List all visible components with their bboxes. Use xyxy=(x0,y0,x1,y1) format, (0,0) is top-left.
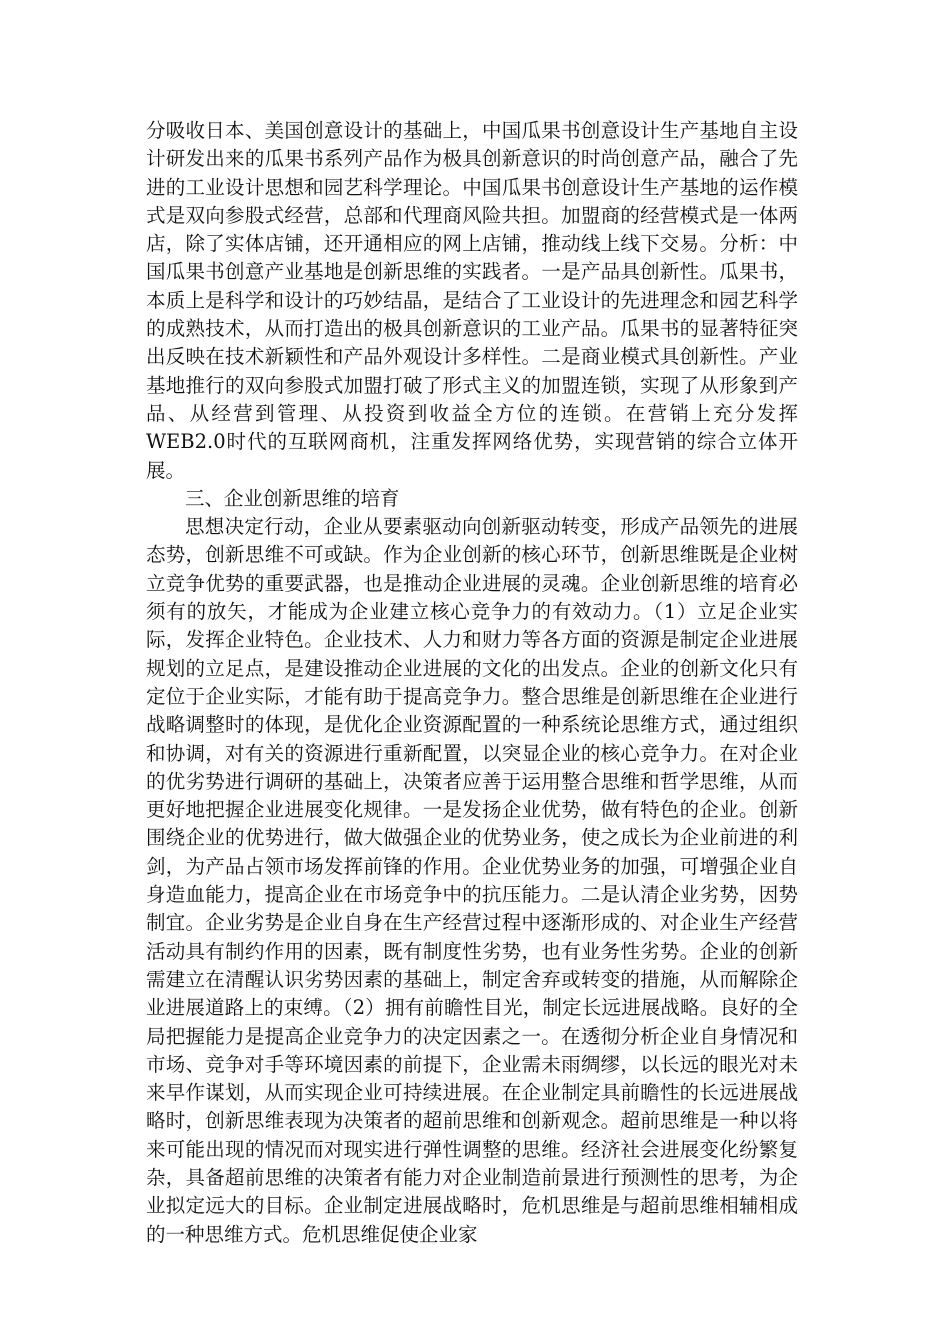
section-heading: 三、企业创新思维的培育 xyxy=(185,486,400,510)
body-paragraph: 分吸收日本、美国创意设计的基础上，中国瓜果书创意设计生产基地自主设计研发出来的瓜果书系列产品作为极具创新意识的时尚创意产品，融合了先进的工业设计思想和园艺科学理论。中国瓜果书创意设计生产基地的运作模式是双向参股式经营，总部和代理商风险共担。加盟商的经营模式是一体两店，除了实体店铺，还开通相应的网上店铺，推动线上线下交易。分析：中国瓜果书创意产业基地是创新思维的实践者。一是产品具创新性。瓜果书，本质上是科学和设计的巧妙结晶，是结合了工业设计的先进理念和园艺科学的成熟技术，从而打造出的极具创新意识的工业产品。瓜果书的显著特征突出反映在技术新颖性和产品外观设计多样性。二是商业模式具创新性。产业基地推行的双向参股式加盟打破了形式主义的加盟连锁，实现了从形象到产品、从经营到管理、从投资到收益全方位的连锁。在营销上充分发挥WEB2.0时代的互联网商机，注重发挥网络优势，实现营销的综合立体开展。 xyxy=(146,119,798,482)
body-paragraph: 思想决定行动，企业从要素驱动向创新驱动转变，形成产品领先的进展态势，创新思维不可或缺。作为企业创新的核心环节，创新思维既是企业树立竞争优势的重要武器，也是推动企业进展的灵魂。企业创新思维的培育必须有的放矢，才能成为企业建立核心竞争力的有效动力。（1）立足企业实际，发挥企业特色。企业技术、人力和财力等各方面的资源是制定企业进展规划的立足点，是建设推动企业进展的文化的出发点。企业的创新文化只有定位于企业实际，才能有助于提高竞争力。整合思维是创新思维在企业进行战略调整时的体现，是优化企业资源配置的一种系统论思维方式，通过组织和协调，对有关的资源进行重新配置，以突显企业的核心竞争力。在对企业的优劣势进行调研的基础上，决策者应善于运用整合思维和哲学思维，从而更好地把握企业进展变化规律。一是发扬企业优势，做有特色的企业。创新围绕企业的优势进行，做大做强企业的优势业务，使之成长为企业前进的利剑，为产品占领市场发挥前锋的作用。企业优势业务的加强，可增强企业自身造血能力，提高企业在市场竞争中的抗压能力。二是认清企业劣势，因势制宜。企业劣势是企业自身在生产经营过程中逐渐形成的、对企业生产经营活动具有制约作用的因素，既有制度性劣势，也有业务性劣势。企业的创新需建立在清醒认识劣势因素的基础上，制定舍弃或转变的措施，从而解除企业进展道路上的束缚。（2）拥有前瞻性目光，制定长远进展战略。良好的全局把握能力是提高企业竞争力的决定因素之一。在透彻分析企业自身情况和市场、竞争对手等环境因素的前提下，企业需未雨绸缪，以长远的眼光对未来早作谋划，从而实现企业可持续进展。在企业制定具前瞻性的长远进展战略时，创新思维表现为决策者的超前思维和创新观念。超前思维是一种以将来可能出现的情况而对现实进行弹性调整的思维。经济社会进展变化纷繁复杂，具备超前思维的决策者有能力对企业制造前景进行预测性的思考，为企业拟定远大的目标。企业制定进展战略时，危机思维是与超前思维相辅相成的一种思维方式。危机思维促使企业家 xyxy=(146,515,798,1246)
document-body xyxy=(146,117,798,1249)
